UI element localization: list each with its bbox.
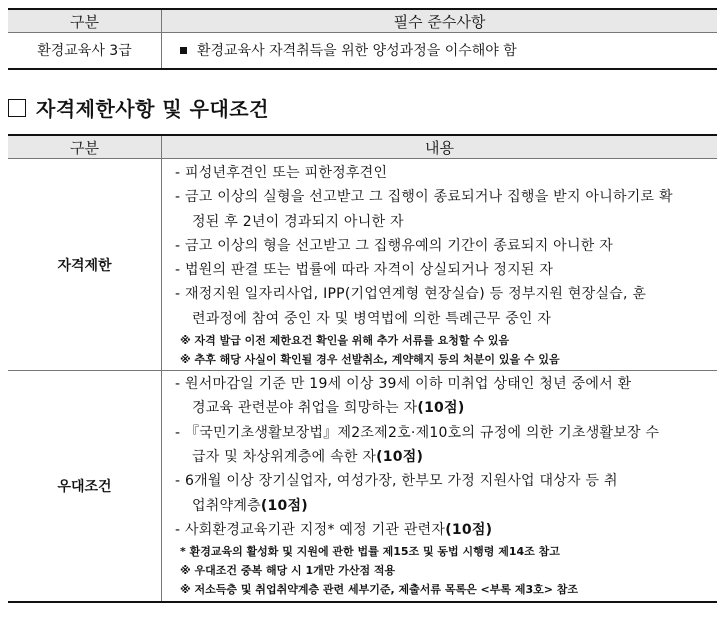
table1-header-requirements: 필수 준수사항 — [162, 9, 718, 33]
preference-line: 업취약계층(10점) — [192, 497, 308, 514]
section-title: 자격제한사항 및 우대조건 — [36, 97, 269, 121]
preference-line: - 6개월 이상 장기실업자, 여성가장, 한부모 가정 지원사업 대상자 등 취 — [175, 473, 618, 490]
restriction-line: - 금고 이상의 실형을 선고받고 그 집행이 종료되거나 집행을 받지 아니하기로 확 — [175, 189, 673, 206]
preference-points: (10점) — [417, 400, 465, 417]
table2-header-category: 구분 — [8, 135, 162, 159]
restriction-line: - 재정지원 일자리사업, IPP(기업연계형 현장실습) 등 정부지원 현장실습, 훈 — [175, 286, 647, 303]
table1-row-content: 환경교육사 자격취득을 위한 양성과정을 이수해야 함 — [197, 43, 517, 60]
preference-line: - 『국민기초생활보장법』제2조제2호·제10호의 규정에 의한 기초생활보장 수 — [175, 424, 660, 441]
preference-line: 경교육 관련분야 취업을 희망하는 자(10점) — [192, 400, 465, 417]
restrictions-preferences-table — [8, 134, 717, 603]
preference-note: ※ 우대조건 중복 해당 시 1개만 가산점 적용 — [180, 564, 396, 578]
restriction-note: ※ 추후 해당 사실이 확인될 경우 선발취소, 계약해지 등의 처분이 있을 수 있음 — [180, 353, 560, 367]
preference-note: * 환경교육의 활성화 및 지원에 관한 법률 제15조 및 동법 시행령 제14조 참고 — [180, 545, 560, 559]
preference-line: - 사회환경교육기관 지정* 예정 기관 관련자(10점) — [175, 521, 493, 538]
table2-header-content: 내용 — [162, 135, 718, 159]
square-bullet-icon — [180, 47, 187, 54]
preference-note: ※ 저소득층 및 취업취약계층 관련 세부기준, 제출서류 목록은 <부록 제3호> 참조 — [180, 583, 579, 597]
restriction-line: - 피성년후견인 또는 피한정후견인 — [175, 165, 388, 181]
restriction-line: 정된 후 2년이 경과되지 아니한 자 — [192, 213, 404, 230]
preference-points: (10점) — [445, 521, 493, 538]
checkbox-square-icon — [8, 99, 26, 117]
restriction-line: - 법원의 판결 또는 법률에 따라 자격이 상실되거나 정지된 자 — [175, 262, 554, 279]
restrictions-cell — [162, 159, 718, 371]
requirements-table — [8, 8, 717, 70]
preferences-cell — [162, 371, 718, 603]
preference-line: - 원서마감일 기준 만 19세 이상 39세 이하 미취업 상태인 청년 중에서 환 — [175, 376, 632, 393]
restriction-line: 련과정에 참여 중인 자 및 병역법에 의한 특례근무 중인 자 — [192, 310, 552, 327]
preference-points: (10점) — [260, 497, 308, 514]
preference-points: (10점) — [376, 448, 424, 465]
table1-row-content-cell — [162, 33, 718, 69]
restriction-line: - 금고 이상의 형을 선고받고 그 집행유예의 기간이 종료되지 아니한 자 — [175, 237, 613, 254]
restriction-note: ※ 자격 발급 이전 제한요건 확인을 위해 추가 서류를 요청할 수 있음 — [180, 334, 510, 348]
preferences-label: 우대조건 — [8, 371, 162, 603]
section-heading — [8, 93, 269, 122]
table1-row-label: 환경교육사 3급 — [8, 33, 162, 69]
restrictions-label: 자격제한 — [8, 159, 162, 371]
table1-header-category: 구분 — [8, 9, 162, 33]
preference-line: 급자 및 차상위계층에 속한 자(10점) — [192, 448, 424, 465]
